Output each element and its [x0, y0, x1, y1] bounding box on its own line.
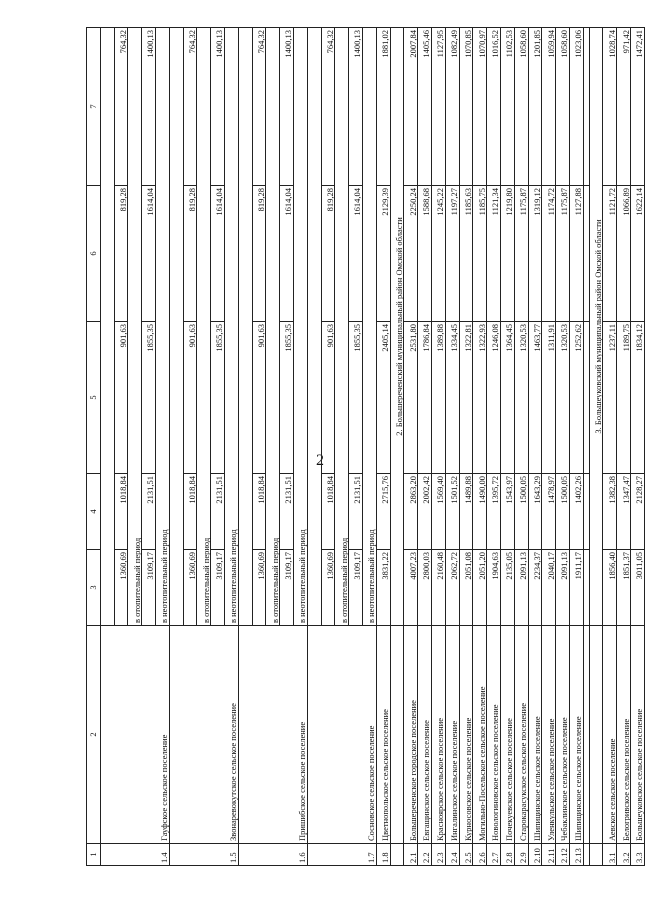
settlement-name: Старокарасукское сельское поселение: [514, 626, 528, 844]
settlement-name: Чебаклинское сельское поселение: [556, 626, 570, 844]
value-cell: 1320,53: [514, 322, 528, 474]
value-cell: 1185,63: [459, 186, 473, 322]
table-row: [631, 28, 645, 866]
page-number: 2: [316, 452, 324, 469]
value-cell: 1127,95: [431, 28, 445, 186]
value-cell: 1066,89: [617, 186, 631, 322]
value-cell: 2800,03: [418, 550, 432, 626]
value-cell: 1018,84: [183, 474, 197, 550]
period-label: в отопительный период: [335, 28, 349, 626]
table-cell: [100, 28, 114, 626]
value-cell: 1851,37: [617, 550, 631, 626]
value-cell: 1185,75: [473, 186, 487, 322]
settlement-name: Евгащинское сельское поселение: [418, 626, 432, 844]
value-cell: 1614,04: [280, 186, 294, 322]
value-cell: 2091,13: [556, 550, 570, 626]
value-cell: 1614,04: [211, 186, 225, 322]
period-label: в неотопительный период: [362, 28, 376, 626]
value-cell: 764,32: [183, 28, 197, 186]
table-row: [569, 28, 583, 866]
value-cell: 1237,11: [603, 322, 617, 474]
value-cell: 3109,17: [211, 550, 225, 626]
value-cell: 1059,94: [542, 28, 556, 186]
period-label: в неотопительный период: [293, 28, 307, 626]
settlement-name: Курносовское сельское поселение: [459, 626, 473, 844]
value-cell: 764,32: [114, 28, 128, 186]
table-cell: [390, 626, 404, 844]
table-cell: [390, 844, 404, 866]
settlement-name: Белогривское сельское поселение: [617, 626, 631, 844]
value-cell: 2129,39: [376, 186, 390, 322]
table-cell: [169, 28, 183, 626]
row-number: 1.5: [169, 844, 238, 866]
column-header: 5: [87, 322, 101, 474]
row-number: 2.6: [473, 844, 487, 866]
value-cell: 1389,88: [431, 322, 445, 474]
table-row: [404, 28, 418, 866]
table-row: [514, 28, 528, 866]
value-cell: 1490,00: [473, 474, 487, 550]
value-cell: 1622,14: [631, 186, 645, 322]
value-cell: 971,42: [617, 28, 631, 186]
settlement-name: Новологиновское сельское поселение: [487, 626, 501, 844]
value-cell: 1855,35: [349, 322, 363, 474]
value-cell: 1245,22: [431, 186, 445, 322]
row-number: 3.3: [631, 844, 645, 866]
value-cell: 1319,12: [528, 186, 542, 322]
value-cell: 1175,87: [514, 186, 528, 322]
value-cell: 3831,22: [376, 550, 390, 626]
value-cell: 2091,13: [514, 550, 528, 626]
column-header: 3: [87, 550, 101, 626]
row-number: 3.2: [617, 844, 631, 866]
row-number: 2.4: [445, 844, 459, 866]
value-cell: 819,28: [114, 186, 128, 322]
settlement-name: Гауфское сельское поселение: [100, 626, 169, 844]
period-label: в отопительный период: [197, 28, 211, 626]
row-number: 2.3: [431, 844, 445, 866]
section-title: 2. Большереченский муниципальный район Омской области: [390, 28, 404, 626]
row-number: 2.9: [514, 844, 528, 866]
column-header: 6: [87, 186, 101, 322]
settlement-name: Могильно-Посельское сельское поселение: [473, 626, 487, 844]
value-cell: 819,28: [183, 186, 197, 322]
value-cell: 1174,72: [542, 186, 556, 322]
value-cell: 3109,17: [280, 550, 294, 626]
row-number: 2.10: [528, 844, 542, 866]
section-title-row: [390, 28, 404, 866]
value-cell: 3011,05: [631, 550, 645, 626]
value-cell: 1360,69: [114, 550, 128, 626]
value-cell: 1400,13: [211, 28, 225, 186]
value-cell: 819,28: [252, 186, 266, 322]
row-number: 2.2: [418, 844, 432, 866]
value-cell: 2131,51: [211, 474, 225, 550]
value-cell: 1322,93: [473, 322, 487, 474]
value-cell: 1175,87: [556, 186, 570, 322]
period-label: в неотопительный период: [155, 28, 169, 626]
value-cell: 1856,40: [603, 550, 617, 626]
value-cell: 1082,49: [445, 28, 459, 186]
value-cell: 2131,51: [142, 474, 156, 550]
table-body: [100, 28, 644, 866]
value-cell: 1322,81: [459, 322, 473, 474]
value-cell: 1201,85: [528, 28, 542, 186]
table-row: [617, 28, 631, 866]
value-cell: 2405,14: [376, 322, 390, 474]
value-cell: 1311,91: [542, 322, 556, 474]
value-cell: 1360,69: [183, 550, 197, 626]
settlement-name: Шипицинское сельское поселение: [569, 626, 583, 844]
value-cell: 1472,41: [631, 28, 645, 186]
value-cell: 1588,68: [418, 186, 432, 322]
value-cell: 1018,84: [321, 474, 335, 550]
value-cell: 1786,84: [418, 322, 432, 474]
value-cell: 1058,60: [514, 28, 528, 186]
value-cell: 2160,48: [431, 550, 445, 626]
table-cell: [589, 626, 603, 844]
settlement-name: Аевское сельское поселение: [603, 626, 617, 844]
table-row: [473, 28, 487, 866]
value-cell: 1489,88: [459, 474, 473, 550]
row-number: 2.12: [556, 844, 570, 866]
row-number: 2.8: [500, 844, 514, 866]
group-first-row: [238, 28, 252, 866]
value-cell: 1501,52: [445, 474, 459, 550]
value-cell: 2128,27: [631, 474, 645, 550]
value-cell: 1834,12: [631, 322, 645, 474]
value-cell: 2234,37: [528, 550, 542, 626]
row-number: 2.7: [487, 844, 501, 866]
value-cell: 1405,46: [418, 28, 432, 186]
table-row: [445, 28, 459, 866]
settlement-name: Пришибское сельское поселение: [238, 626, 307, 844]
value-cell: 4007,23: [404, 550, 418, 626]
row-number: 1.8: [376, 844, 390, 866]
settlement-name: Сосновское сельское поселение: [307, 626, 376, 844]
value-cell: 1395,72: [487, 474, 501, 550]
value-cell: 1904,63: [487, 550, 501, 626]
table-cell: [589, 844, 603, 866]
column-header: 4: [87, 474, 101, 550]
group-first-row: [307, 28, 321, 866]
value-cell: 1478,97: [542, 474, 556, 550]
row-number: 1.4: [100, 844, 169, 866]
value-cell: 1500,05: [556, 474, 570, 550]
table-cell: [238, 28, 252, 626]
value-cell: 1569,40: [431, 474, 445, 550]
table-row: [500, 28, 514, 866]
value-cell: 819,28: [321, 186, 335, 322]
table-row: [418, 28, 432, 866]
group-first-row: [169, 28, 183, 866]
value-cell: 764,32: [252, 28, 266, 186]
value-cell: 901,63: [114, 322, 128, 474]
value-cell: 1197,27: [445, 186, 459, 322]
value-cell: 1463,77: [528, 322, 542, 474]
row-number: 2.1: [404, 844, 418, 866]
settlement-name: Цветнопольское сельское поселение: [376, 626, 390, 844]
table-cell: [307, 28, 321, 626]
value-cell: 2040,17: [542, 550, 556, 626]
settlement-name: Почекуевское сельское поселение: [500, 626, 514, 844]
row-number: 3.1: [603, 844, 617, 866]
value-cell: 1402,26: [569, 474, 583, 550]
period-label: в неотопительный период: [224, 28, 238, 626]
value-cell: 901,63: [183, 322, 197, 474]
table-row: [487, 28, 501, 866]
value-cell: 764,32: [321, 28, 335, 186]
value-cell: 2051,08: [459, 550, 473, 626]
settlement-name: Красноярское сельское поселение: [431, 626, 445, 844]
value-cell: 1400,13: [349, 28, 363, 186]
value-cell: 1018,84: [252, 474, 266, 550]
rotated-table-container: [86, 28, 645, 866]
value-cell: 2051,20: [473, 550, 487, 626]
period-label: в отопительный период: [266, 28, 280, 626]
value-cell: 1855,35: [142, 322, 156, 474]
value-cell: 1246,08: [487, 322, 501, 474]
value-cell: 1058,60: [556, 28, 570, 186]
value-cell: 1400,13: [142, 28, 156, 186]
value-cell: 2250,24: [404, 186, 418, 322]
value-cell: 1121,34: [487, 186, 501, 322]
value-cell: 1360,69: [321, 550, 335, 626]
value-cell: 2062,72: [445, 550, 459, 626]
period-label: в отопительный период: [128, 28, 142, 626]
value-cell: 901,63: [321, 322, 335, 474]
value-cell: 1070,97: [473, 28, 487, 186]
value-cell: 1614,04: [142, 186, 156, 322]
value-cell: 3109,17: [142, 550, 156, 626]
value-cell: 2863,20: [404, 474, 418, 550]
value-cell: 1382,38: [603, 474, 617, 550]
value-cell: 1543,97: [500, 474, 514, 550]
column-number-row: [87, 28, 101, 866]
column-header: 1: [87, 844, 101, 866]
value-cell: 2007,84: [404, 28, 418, 186]
value-cell: 1911,17: [569, 550, 583, 626]
value-cell: 1643,29: [528, 474, 542, 550]
value-cell: 1252,62: [569, 322, 583, 474]
row-number: 1.7: [307, 844, 376, 866]
value-cell: 1219,80: [500, 186, 514, 322]
settlement-name: Шипицинское сельское поселение: [528, 626, 542, 844]
value-cell: 1127,88: [569, 186, 583, 322]
value-cell: 1320,53: [556, 322, 570, 474]
section-title-row: [589, 28, 603, 866]
group-first-row: [100, 28, 114, 866]
table-row: [376, 28, 390, 866]
table-row: [431, 28, 445, 866]
value-cell: 2131,51: [349, 474, 363, 550]
value-cell: 1023,06: [569, 28, 583, 186]
value-cell: 2131,51: [280, 474, 294, 550]
value-cell: 1614,04: [349, 186, 363, 322]
row-number: 1.6: [238, 844, 307, 866]
row-number: 2.5: [459, 844, 473, 866]
value-cell: 1018,84: [114, 474, 128, 550]
section-title: 3. Большеуковский муниципальный район Омской области: [589, 28, 603, 626]
row-number: 2.11: [542, 844, 556, 866]
value-cell: 1347,47: [617, 474, 631, 550]
row-number: 2.13: [569, 844, 583, 866]
value-cell: 2135,05: [500, 550, 514, 626]
value-cell: 1102,53: [500, 28, 514, 186]
column-header: 7: [87, 28, 101, 186]
value-cell: 1400,13: [280, 28, 294, 186]
value-cell: 2715,76: [376, 474, 390, 550]
value-cell: 1855,35: [211, 322, 225, 474]
table-row: [528, 28, 542, 866]
value-cell: 1360,69: [252, 550, 266, 626]
table-row: [603, 28, 617, 866]
settlement-name: Уленкульское сельское поселение: [542, 626, 556, 844]
value-cell: 1189,75: [617, 322, 631, 474]
settlement-name: Ингалинское сельское поселение: [445, 626, 459, 844]
value-cell: 1364,45: [500, 322, 514, 474]
value-cell: 1500,05: [514, 474, 528, 550]
value-cell: 3109,17: [349, 550, 363, 626]
column-header: 2: [87, 626, 101, 844]
value-cell: 1028,74: [603, 28, 617, 186]
value-cell: 1070,85: [459, 28, 473, 186]
value-cell: 1334,45: [445, 322, 459, 474]
value-cell: 1855,35: [280, 322, 294, 474]
settlement-name: Большереченское городское поселение: [404, 626, 418, 844]
table-row: [542, 28, 556, 866]
table-row: [459, 28, 473, 866]
value-cell: 1121,72: [603, 186, 617, 322]
value-cell: 1016,52: [487, 28, 501, 186]
settlement-name: Большеуковское сельское поселение: [631, 626, 645, 844]
value-cell: 2531,80: [404, 322, 418, 474]
value-cell: 1881,02: [376, 28, 390, 186]
value-cell: 901,63: [252, 322, 266, 474]
table-row: [556, 28, 570, 866]
settlement-name: Звонаревокутское сельское поселение: [169, 626, 238, 844]
value-cell: 2002,42: [418, 474, 432, 550]
tariff-table: [86, 27, 645, 866]
